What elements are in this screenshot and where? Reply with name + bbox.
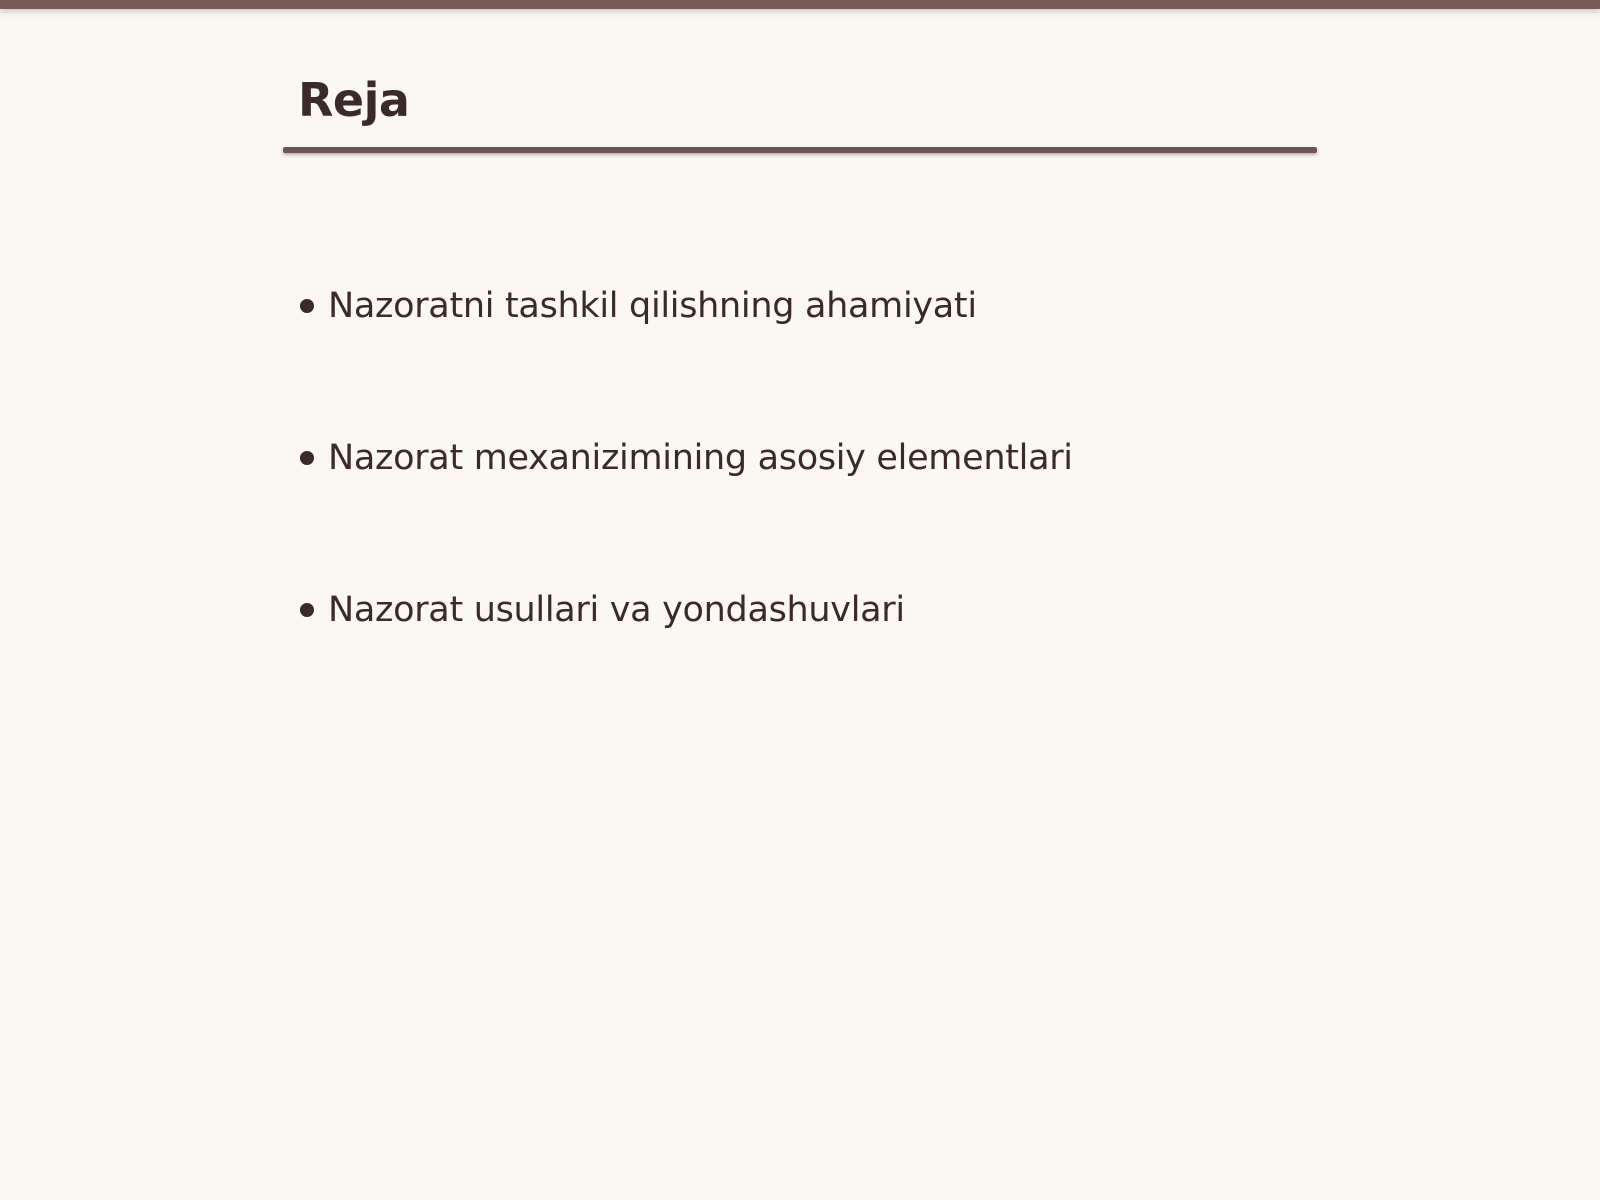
list-item bbox=[300, 428, 1073, 488]
bullet-icon bbox=[300, 299, 314, 313]
top-accent-bar bbox=[0, 0, 1600, 9]
bullet-text: Nazorat mexanizimining asosiy elementlari bbox=[328, 438, 1073, 478]
bullet-icon bbox=[300, 451, 314, 465]
slide-title: Reja bbox=[298, 73, 410, 127]
bullet-list bbox=[300, 276, 1073, 732]
title-underline bbox=[283, 147, 1317, 153]
bullet-icon bbox=[300, 603, 314, 617]
bullet-text: Nazorat usullari va yondashuvlari bbox=[328, 590, 905, 630]
bullet-text: Nazoratni tashkil qilishning ahamiyati bbox=[328, 286, 977, 326]
list-item bbox=[300, 580, 1073, 640]
list-item bbox=[300, 276, 1073, 336]
